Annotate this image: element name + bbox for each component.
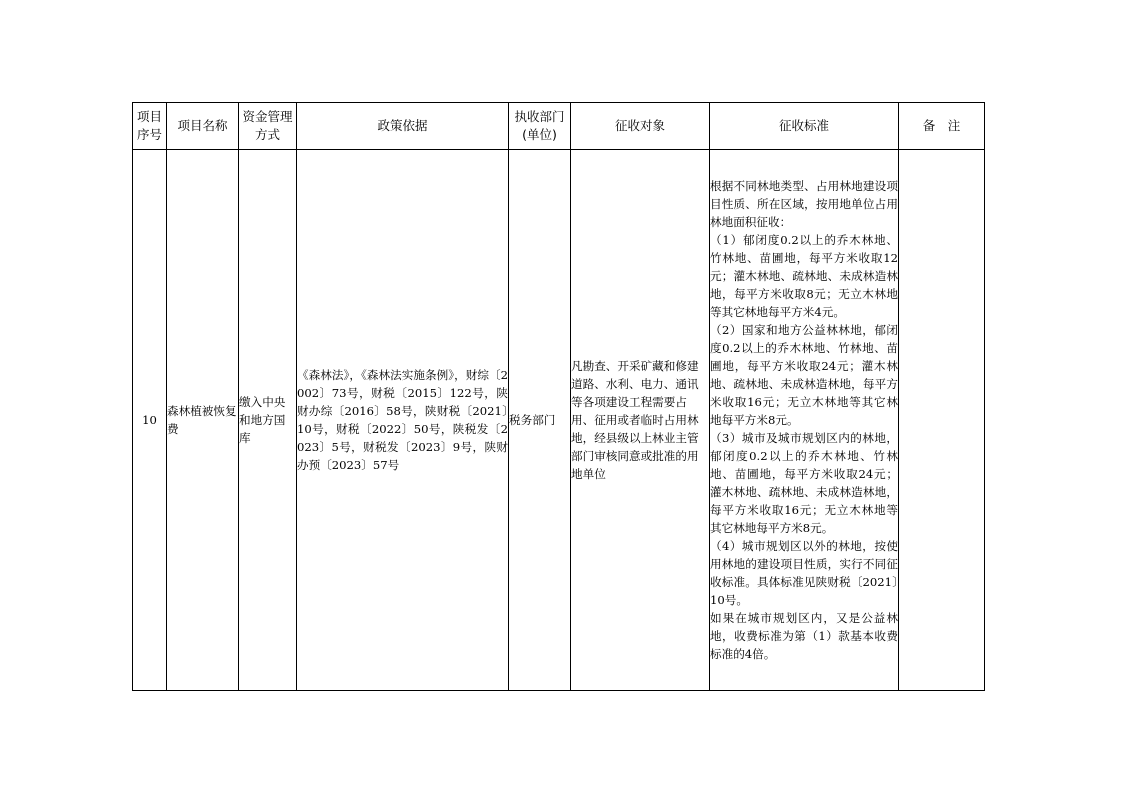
table-row: [133, 150, 985, 691]
cell-remark: [899, 150, 985, 691]
standard-paragraph: 根据不同林地类型、占用林地建设项目性质、所在区域，按用地单位占用林地面积征收：: [710, 179, 898, 229]
header-standard: 征收标准: [710, 103, 899, 150]
standard-paragraph: （4）城市规划区以外的林地，按使用林地的建设项目性质，实行不同征收标准。具体标准见陕财税〔2021〕10号。: [710, 539, 898, 607]
cell-target: 凡勘查、开采矿藏和修建道路、水利、电力、通讯等各项建设工程需要占用、征用或者临时占用林地，经县级以上林业主管部门审核同意或批准的用地单位: [571, 150, 710, 691]
cell-basis: 《森林法》，《森林法实施条例》，财综〔2002〕73号，财税〔2015〕122号，陕财办综〔2016〕58号，陕财税〔2021〕10号，财税〔2022〕50号，陕税发〔2023〕5号，财税发〔2023〕9号，陕财办预〔2023〕57号: [297, 150, 509, 691]
header-basis: 政策依据: [297, 103, 509, 150]
fee-table: [132, 102, 985, 691]
standard-paragraph: 如果在城市规划区内，又是公益林地，收费标准为第（1）款基本收费标准的4倍。: [710, 611, 898, 661]
header-name: 项目名称: [167, 103, 239, 150]
header-dept: 执收部门(单位): [509, 103, 571, 150]
cell-mgmt: 缴入中央和地方国库: [239, 150, 297, 691]
header-remark: 备 注: [899, 103, 985, 150]
standard-paragraph: （2）国家和地方公益林林地，郁闭度0.2以上的乔木林地、竹林地、苗圃地，每平方米收取24元；灌木林地、疏林地、未成林造林地，每平方米收取16元；无立木林地等其它林地每平方米8元。: [710, 323, 898, 427]
standard-paragraph: （1）郁闭度0.2以上的乔木林地、竹林地、苗圃地，每平方米收取12元；灌木林地、疏林地、未成林造林地，每平方米收取8元；无立木林地等其它林地每平方米4元。: [710, 233, 898, 319]
header-target: 征收对象: [571, 103, 710, 150]
header-mgmt: 资金管理方式: [239, 103, 297, 150]
cell-name: 森林植被恢复费: [167, 150, 239, 691]
header-seq: 项目序号: [133, 103, 167, 150]
cell-seq: 10: [133, 150, 167, 691]
standard-paragraph: （3）城市及城市规划区内的林地，郁闭度0.2以上的乔木林地、竹林地、苗圃地，每平方米收取24元；灌木林地、疏林地、未成林造林地，每平方米收取16元；无立木林地等其它林地每平方米8元。: [710, 431, 898, 535]
cell-dept: 税务部门: [509, 150, 571, 691]
cell-standard: [710, 150, 899, 691]
header-row: [133, 103, 985, 150]
